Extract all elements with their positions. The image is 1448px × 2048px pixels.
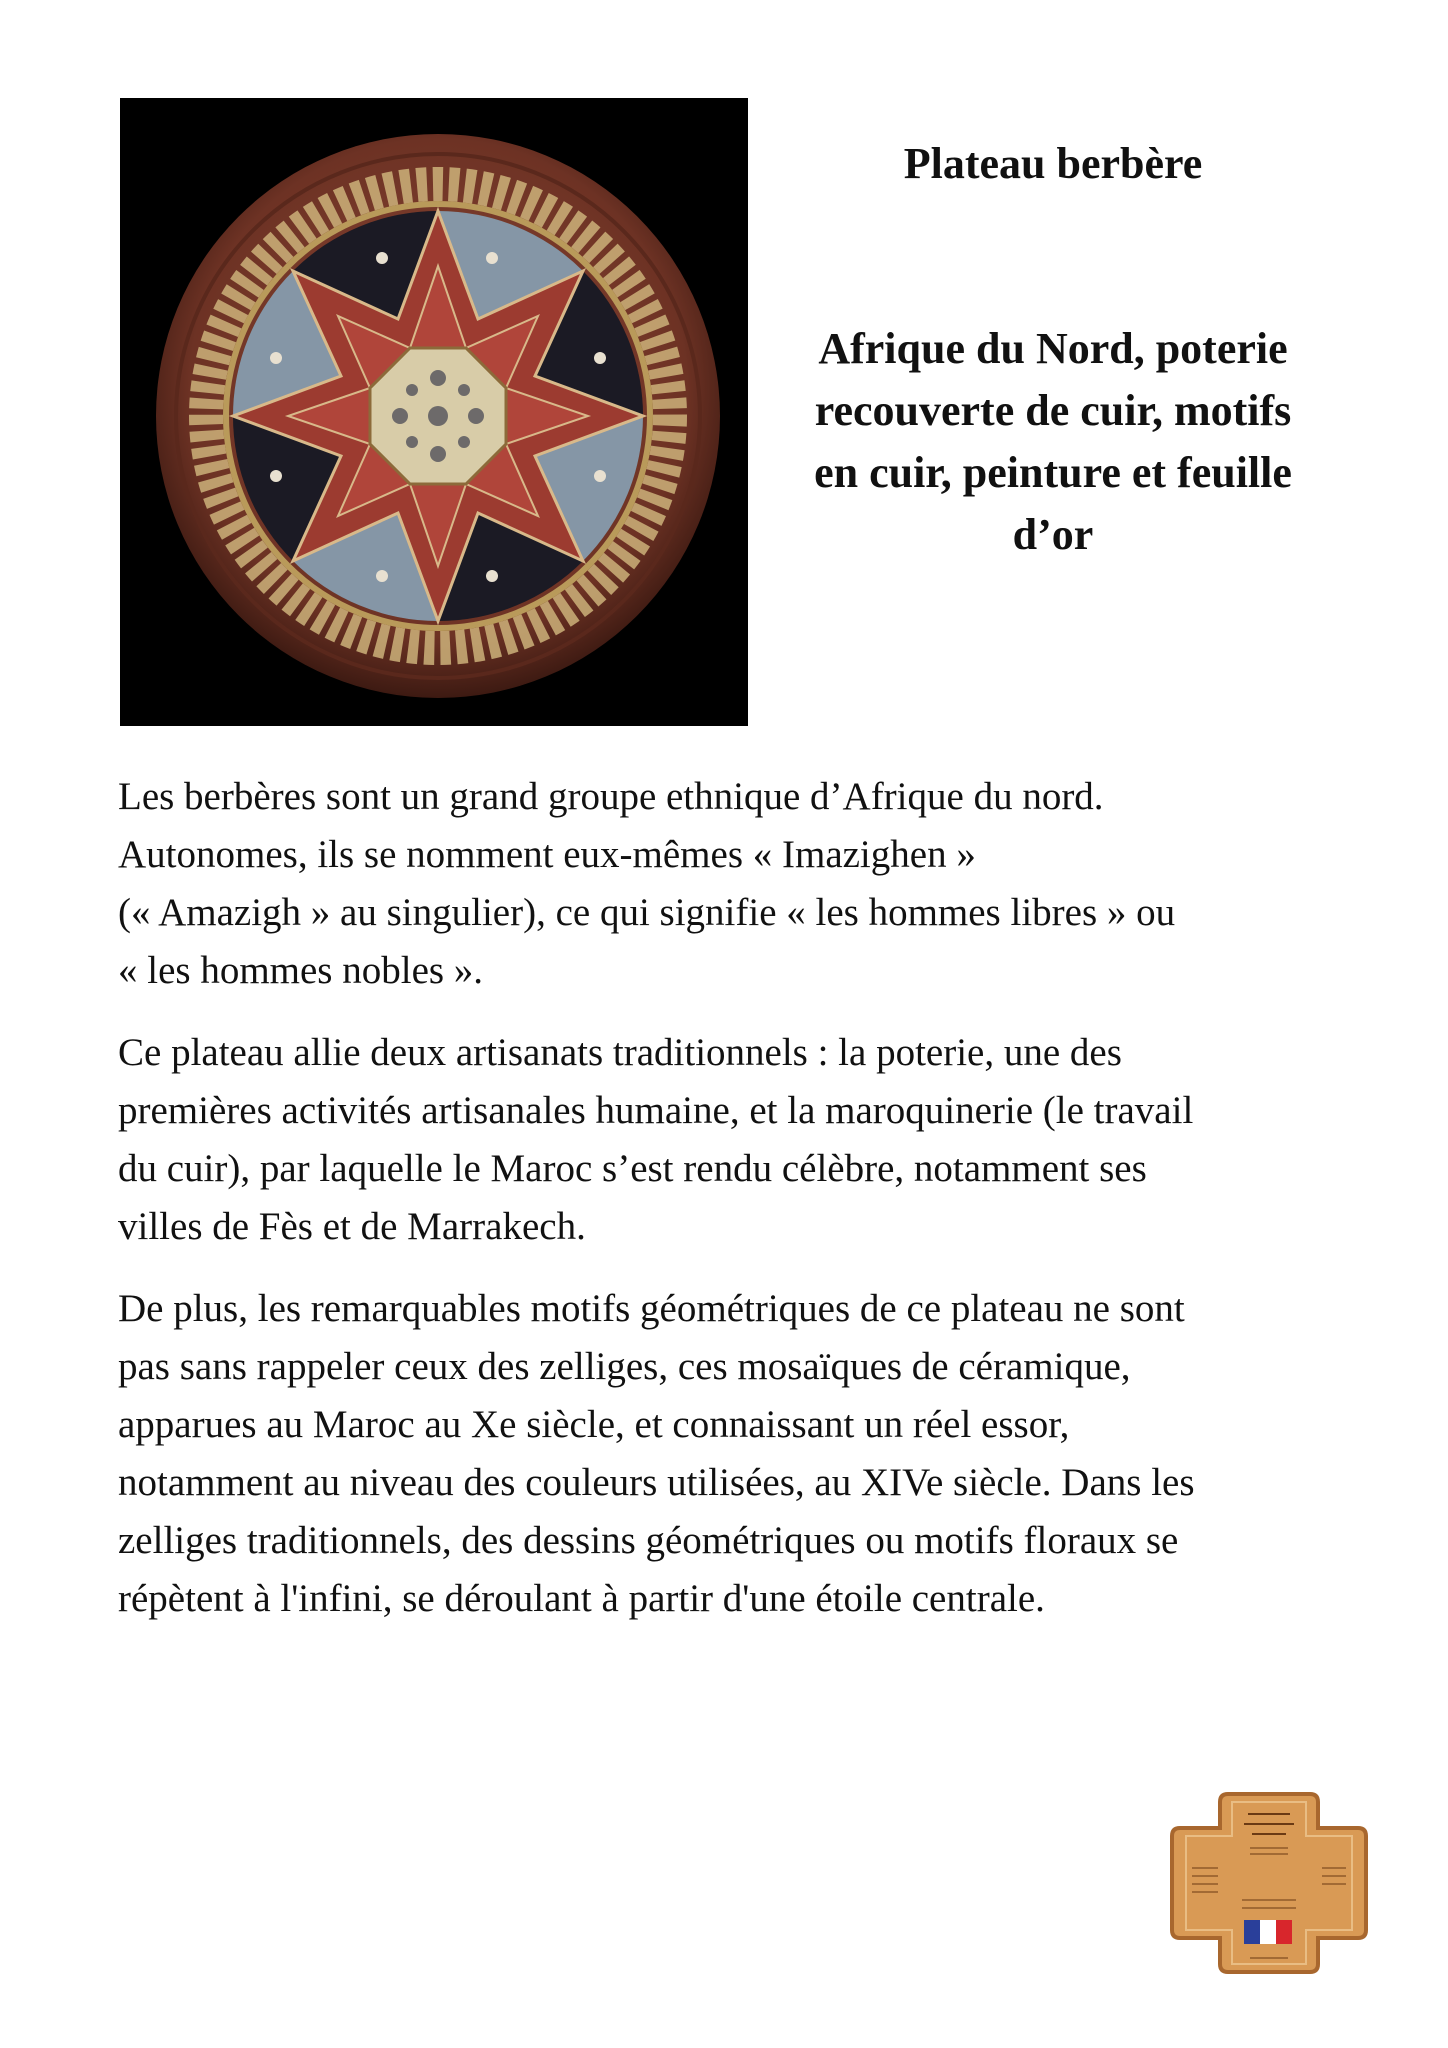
text-line: Autonomes, ils se nomment eux-mêmes « Imazighen » bbox=[118, 833, 976, 876]
paragraph-zellige bbox=[118, 1280, 1348, 1628]
subtitle-line: d’or bbox=[1012, 510, 1094, 559]
page-subtitle bbox=[768, 318, 1338, 566]
text-line: apparues au Maroc au Xe siècle, et connaissant un réel essor, bbox=[118, 1403, 1070, 1446]
subtitle-line: Afrique du Nord, poterie bbox=[818, 324, 1288, 373]
text-line: pas sans rappeler ceux des zelliges, ces mosaïques de céramique, bbox=[118, 1345, 1131, 1388]
page-title: Plateau berbère bbox=[903, 139, 1203, 188]
subtitle-line: recouverte de cuir, motifs bbox=[814, 386, 1292, 435]
text-line: (« Amazigh » au singulier), ce qui signifie « les hommes libres » ou bbox=[118, 891, 1176, 934]
text-line: du cuir), par laquelle le Maroc s’est rendu célèbre, notamment ses bbox=[118, 1147, 1147, 1190]
berber-plate-icon bbox=[120, 98, 748, 726]
text-line: premières activités artisanales humaine, et la maroquinerie (le travail bbox=[118, 1089, 1194, 1132]
text-line: Ce plateau allie deux artisanats traditionnels : la poterie, une des bbox=[118, 1031, 1122, 1074]
paragraph-crafts bbox=[118, 1024, 1348, 1256]
text-line: Les berbères sont un grand groupe ethnique d’Afrique du nord. bbox=[118, 775, 1104, 818]
text-line: villes de Fès et de Marrakech. bbox=[118, 1205, 586, 1248]
text-line: zelliges traditionnels, des dessins géométriques ou motifs floraux se bbox=[118, 1519, 1179, 1562]
plate-photo bbox=[120, 98, 748, 726]
association-seal bbox=[1166, 1788, 1372, 1978]
association-seal-icon bbox=[1166, 1788, 1372, 1978]
paragraph-berbers bbox=[118, 768, 1348, 1000]
body-text bbox=[118, 768, 1348, 1652]
text-line: De plus, les remarquables motifs géométriques de ce plateau ne sont bbox=[118, 1287, 1185, 1330]
text-line: notamment au niveau des couleurs utilisées, au XIVe siècle. Dans les bbox=[118, 1461, 1195, 1504]
subtitle-line: en cuir, peinture et feuille bbox=[814, 448, 1292, 497]
text-line: « les hommes nobles ». bbox=[118, 949, 484, 992]
text-line: répètent à l'infini, se déroulant à partir d'une étoile centrale. bbox=[118, 1577, 1045, 1620]
